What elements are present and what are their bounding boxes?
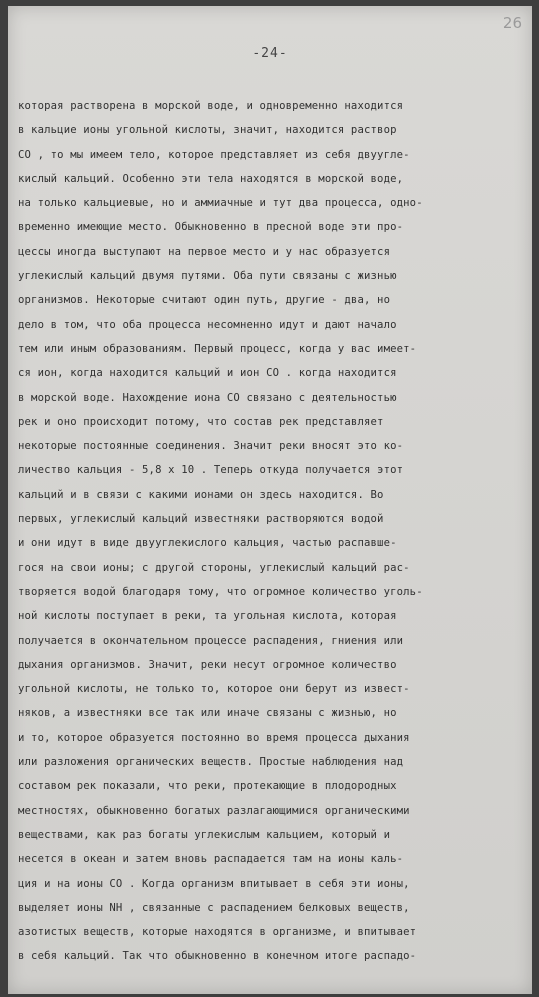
text-line: кислый кальций. Особенно эти тела находятся в морской воде, [18,172,404,185]
archive-page-mark: 26 [502,14,522,32]
text-line: рек и оно происходит потому, что состав рек представляет [18,415,384,428]
text-line: дело в том, что оба процесса несомненно идут и дают начало [18,318,397,331]
text-line: в кальцие ионы угольной кислоты, значит, находится раствор [18,124,397,137]
text-line: некоторые постоянные соединения. Значит реки вносят это ко- [18,440,404,453]
text-line: и они идут в виде двууглекислого кальция, частью распавше- [18,537,397,550]
text-line: CO , то мы имеем тело, которое представляет из себя двуугле- [18,148,410,161]
text-line: первых, углекислый кальций известняки растворяются водой [18,513,384,526]
text-line: азотистых веществ, которые находятся в организме, и впитывает [18,926,417,939]
text-line: выделяет ионы NH , связанные с распадением белковых веществ, [18,901,410,914]
text-line: няков, а известняки все так или иначе связаны с жизнью, но [18,707,397,720]
text-line: тем или иным образованиям. Первый процесс, когда у вас имеет- [18,342,417,355]
text-line: личество кальция - 5,8 x 10 . Теперь откуда получается этот [18,464,404,477]
text-line: и то, которое образуется постоянно во время процесса дыхания [18,731,410,744]
text-line: угольной кислоты, не только то, которое они берут из извест- [18,683,410,696]
text-line: цессы иногда выступают на первое место и у нас образуется [18,245,391,258]
page-number: -24- [252,46,288,61]
text-line: гося на свои ионы; с другой стороны, углекислый кальций рас- [18,561,410,574]
text-line: творяется водой благодаря тому, что огромное количество уголь- [18,585,423,598]
text-line: кальций и в связи с какими ионами он здесь находится. Во [18,488,384,501]
text-line: в себя кальций. Так что обыкновенно в конечном итоге распадо- [18,950,417,963]
text-line: или разложения органических веществ. Простые наблюдения над [18,756,404,769]
text-line: дыхания организмов. Значит, реки несут огромное количество [18,658,397,671]
text-line: в морской воде. Нахождение иона CO связано с деятельностью [18,391,397,404]
text-line: временно имеющие место. Обыкновенно в пресной воде эти про- [18,221,404,234]
text-line: составом рек показали, что реки, протекающие в плодородных [18,780,397,793]
text-line: ся ион, когда находится кальций и ион CO . когда находится [18,367,397,380]
text-line: местностях, обыкновенно богатых разлагающимися органическими [18,804,410,817]
text-line: веществами, как раз богаты углекислым кальцием, который и [18,828,391,841]
text-line: ция и на ионы CO . Когда организм впитывает в себя эти ионы, [18,877,410,890]
text-line: ной кислоты поступает в реки, та угольная кислота, которая [18,610,397,623]
text-line: организмов. Некоторые считают один путь, другие - два, но [18,294,391,307]
document-page [8,6,532,994]
text-line: получается в окончательном процессе распадения, гниения или [18,634,404,647]
text-line: которая растворена в морской воде, и одновременно находится [18,100,404,112]
text-line: углекислый кальций двумя путями. Оба пути связаны с жизнью [18,270,397,283]
text-line: несется в океан и затем вновь распадается там на ионы каль- [18,853,404,866]
text-line: на только кальциевые, но и аммиачные и тут два процесса, одно- [18,197,423,210]
body-text [18,94,522,969]
